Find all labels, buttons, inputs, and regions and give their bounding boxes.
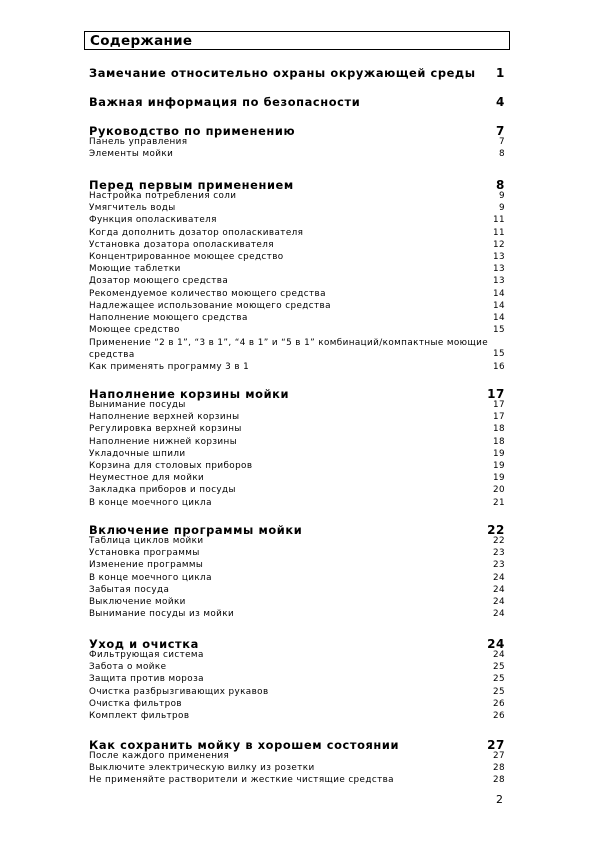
toc-item[interactable] [89, 412, 505, 422]
toc-item[interactable] [89, 137, 505, 147]
toc-item-label: Концентрированное моющее средство [89, 252, 284, 262]
toc-item-page: 22 [493, 536, 505, 546]
toc-section[interactable] [89, 637, 505, 651]
toc-item[interactable] [89, 711, 505, 721]
toc-section-title: Уход и очистка [89, 637, 199, 651]
toc-item[interactable] [89, 548, 505, 558]
toc-item-label: Очистка фильтров [89, 698, 183, 709]
toc-item[interactable] [89, 337, 505, 361]
toc-item-label: Закладка приборов и посуды [89, 485, 236, 496]
toc-item-page: 8 [499, 149, 505, 160]
toc-item-label: Укладочные шпили [89, 448, 186, 459]
toc-section-title: Важная информация по безопасности [89, 95, 361, 109]
toc-item[interactable] [89, 325, 505, 335]
toc-section[interactable] [89, 523, 505, 537]
toc-section-page: 17 [487, 387, 505, 401]
toc-item[interactable] [89, 313, 505, 323]
toc-item-label: Выключение мойки [89, 597, 186, 607]
toc-item-page: 26 [493, 711, 505, 721]
toc-item[interactable] [89, 362, 505, 372]
toc-item-page: 19 [493, 461, 505, 471]
toc-item-page: 11 [493, 215, 505, 226]
toc-item-page: 17 [493, 400, 505, 410]
toc-item[interactable] [89, 609, 505, 619]
toc-item-page: 24 [493, 597, 505, 607]
toc-item-label: Применение “2 в 1”, “3 в 1”, “4 в 1” и “5 в 1” комбинаций/компактные моющие средства [89, 338, 489, 361]
toc-section-page: 1 [496, 66, 505, 80]
page-number: 2 [496, 793, 503, 806]
toc-item[interactable] [89, 687, 505, 697]
toc-item-label: Когда дополнить дозатор ополаскивателя [89, 227, 304, 238]
toc-item-label: Умягчитель воды [89, 203, 176, 214]
toc-item-page: 15 [493, 349, 505, 360]
toc-section-title: Замечание относительно охраны окружающей среды [89, 66, 476, 80]
toc-item-page: 14 [493, 300, 505, 311]
toc-item-label: Защита против мороза [89, 674, 204, 685]
toc-item-page: 27 [493, 751, 505, 761]
toc-item[interactable] [89, 662, 505, 672]
toc-section[interactable] [89, 738, 505, 752]
toc-item-label: После каждого применения [89, 751, 230, 761]
toc-item-label: Элементы мойки [89, 149, 174, 160]
toc-item-label: Настройка потребления соли [89, 191, 237, 201]
toc-section-page: 7 [496, 124, 505, 138]
toc-item[interactable] [89, 203, 505, 213]
toc-item-label: Моющие таблетки [89, 264, 181, 275]
toc-item-page: 9 [499, 203, 505, 214]
toc-item-page: 28 [493, 763, 505, 774]
toc-item[interactable] [89, 674, 505, 684]
toc-item[interactable] [89, 400, 505, 410]
toc-item-page: 19 [493, 448, 505, 459]
toc-item-label: Очистка разбрызгивающих рукавов [89, 686, 269, 697]
toc-item-page: 12 [493, 239, 505, 250]
toc-item-page: 25 [493, 674, 505, 685]
toc-item-label: Фильтрующая система [89, 650, 204, 660]
toc-item-label: Забота о мойке [89, 662, 167, 673]
toc-item[interactable] [89, 485, 505, 495]
toc-item-label: Дозатор моющего средства [89, 276, 229, 287]
toc-section-title: Включение программы мойки [89, 523, 303, 537]
toc-item-page: 13 [493, 264, 505, 275]
toc-item-label: Установка дозатора ополаскивателя [89, 239, 274, 250]
toc-item[interactable] [89, 560, 505, 570]
toc-item[interactable] [89, 449, 505, 459]
toc-item[interactable] [89, 289, 505, 299]
toc-item-label: Моющее средство [89, 325, 180, 336]
toc-item-page: 24 [493, 609, 505, 620]
toc-section[interactable] [89, 95, 505, 109]
toc-item[interactable] [89, 536, 505, 546]
toc-item-page: 25 [493, 686, 505, 697]
toc-item-label: Выключите электрическую вилку из розетки [89, 763, 315, 774]
toc-item-page: 23 [493, 560, 505, 571]
toc-item-page: 18 [493, 424, 505, 435]
toc-item-label: Наполнение нижней корзины [89, 436, 238, 447]
toc-item[interactable] [89, 751, 505, 761]
toc-item[interactable] [89, 437, 505, 447]
toc-item-label: Наполнение моющего средства [89, 313, 248, 323]
toc-item-label: Изменение программы [89, 560, 204, 571]
toc-item[interactable] [89, 573, 505, 583]
toc-item-page: 9 [499, 191, 505, 201]
toc-item-page: 23 [493, 548, 505, 559]
toc-item-label: Вынимание посуды [89, 400, 186, 410]
toc-item-label: Комплект фильтров [89, 711, 190, 721]
toc-item[interactable] [89, 264, 505, 274]
toc-item-page: 24 [493, 584, 505, 595]
toc-item-page: 28 [493, 775, 505, 786]
toc-item-label: Функция ополаскивателя [89, 215, 217, 226]
toc-item[interactable] [89, 276, 505, 286]
toc-item-page: 7 [499, 137, 505, 147]
toc-item[interactable] [89, 699, 505, 709]
toc-section-title: Руководство по применению [89, 124, 296, 138]
toc-item[interactable] [89, 650, 505, 660]
toc-section[interactable] [89, 66, 505, 80]
toc-item[interactable] [89, 191, 505, 201]
toc-section-page: 22 [487, 523, 505, 537]
toc-title: Содержание [90, 33, 193, 49]
toc-item-label: Регулировка верхней корзины [89, 424, 242, 435]
toc-item-page: 15 [493, 325, 505, 336]
toc-item-page: 13 [493, 252, 505, 262]
toc-title-box [84, 31, 510, 50]
toc-section-page: 4 [496, 95, 505, 109]
toc-item[interactable] [89, 252, 505, 262]
toc-item-label: Панель управления [89, 137, 188, 147]
toc-item[interactable] [89, 775, 505, 785]
toc-item-label: Не применяйте растворители и жесткие чистящие средства [89, 775, 394, 786]
toc-item-label: В конце моечного цикла [89, 572, 212, 583]
toc-item-page: 14 [493, 313, 505, 323]
toc-item-page: 24 [493, 572, 505, 583]
toc-item-page: 18 [493, 436, 505, 447]
toc-item[interactable] [89, 301, 505, 311]
toc-section[interactable] [89, 387, 505, 401]
toc-item-label: В конце моечного цикла [89, 497, 212, 508]
toc-item[interactable] [89, 461, 505, 471]
toc-item-label: Надлежащее использование моющего средства [89, 300, 331, 311]
toc-item-label: Корзина для столовых приборов [89, 461, 253, 471]
toc-section[interactable] [89, 124, 505, 138]
toc-item[interactable] [89, 215, 505, 225]
toc-item-label: Рекомендуемое количество моющего средства [89, 288, 326, 299]
toc-item[interactable] [89, 149, 505, 159]
toc-item-page: 17 [493, 412, 505, 423]
toc-item-page: 24 [493, 650, 505, 660]
toc-item-page: 25 [493, 662, 505, 673]
toc-item-label: Наполнение верхней корзины [89, 412, 240, 423]
toc-item-page: 21 [493, 497, 505, 508]
toc-item[interactable] [89, 597, 505, 607]
toc-section[interactable] [89, 178, 505, 192]
toc-item-label: Как применять программу 3 в 1 [89, 361, 250, 372]
toc-section-page: 8 [496, 178, 505, 192]
toc-item-label: Таблица циклов мойки [89, 536, 204, 546]
toc-section-page: 24 [487, 637, 505, 651]
toc-item-page: 26 [493, 698, 505, 709]
toc-item-page: 19 [493, 473, 505, 484]
toc-item-label: Забытая посуда [89, 584, 170, 595]
toc-item-label: Установка программы [89, 548, 200, 559]
toc-section-page: 27 [487, 738, 505, 752]
toc-item[interactable] [89, 424, 505, 434]
toc-item[interactable] [89, 473, 505, 483]
toc-section-title: Как сохранить мойку в хорошем состоянии [89, 738, 400, 752]
toc-item[interactable] [89, 763, 505, 773]
toc-item[interactable] [89, 228, 505, 238]
toc-item-label: Неуместное для мойки [89, 473, 205, 484]
toc-item[interactable] [89, 498, 505, 508]
toc-item[interactable] [89, 585, 505, 595]
toc-item-page: 16 [493, 361, 505, 372]
toc-section-title: Наполнение корзины мойки [89, 387, 290, 401]
toc-section-title: Перед первым применением [89, 178, 294, 192]
toc-item-page: 11 [493, 227, 505, 238]
toc-item[interactable] [89, 240, 505, 250]
toc-item-page: 14 [493, 288, 505, 299]
toc-item-label: Вынимание посуды из мойки [89, 609, 235, 620]
toc-item-page: 20 [493, 485, 505, 496]
toc-item-page: 13 [493, 276, 505, 287]
